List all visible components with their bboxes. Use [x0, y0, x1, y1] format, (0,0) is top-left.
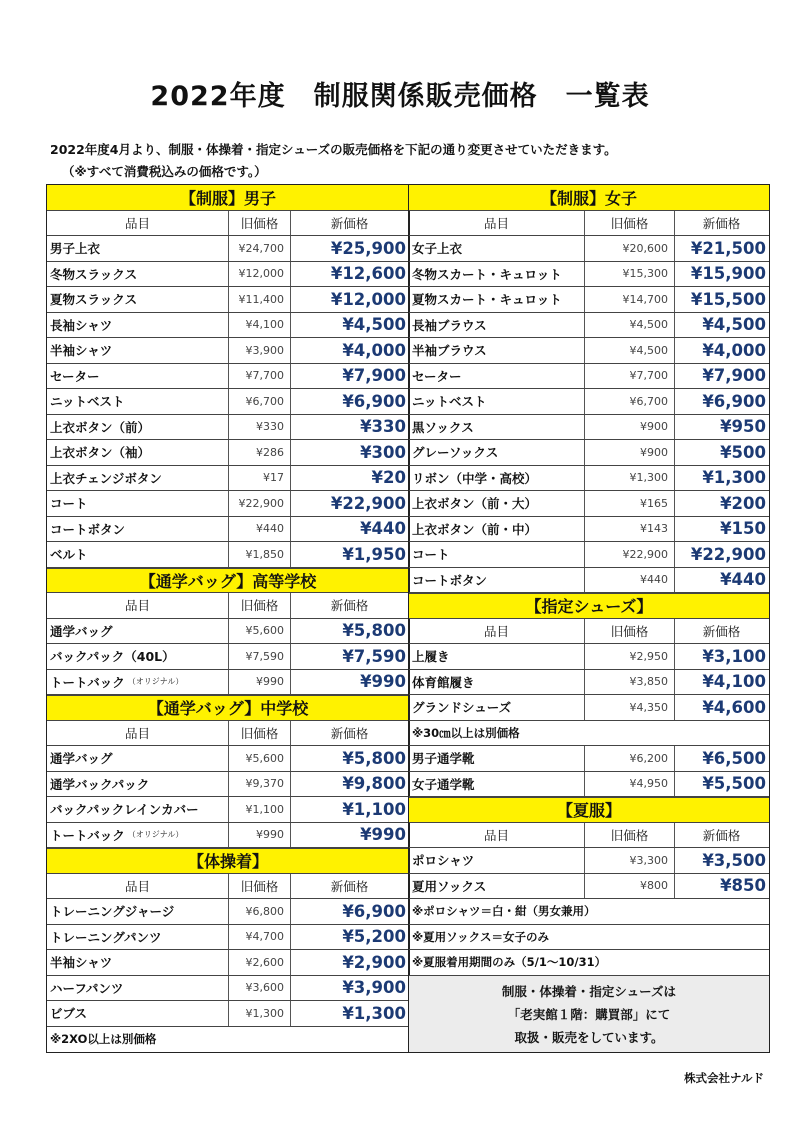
item-name: [47, 364, 229, 389]
item-name-text: 女子上衣: [412, 241, 463, 257]
item-name: [409, 695, 585, 720]
item-name: [47, 440, 229, 465]
table-header-row: [409, 211, 769, 237]
old-price: ¥9,370: [229, 772, 291, 797]
price-change-notice: 2022年度4月より、制服・体操着・指定シューズの販売価格を下記の通り変更させていただきます。: [50, 142, 617, 157]
item-name-text: 上衣ボタン（前・中）: [412, 521, 538, 537]
item-name: [409, 466, 585, 491]
old-price: ¥4,500: [585, 313, 675, 338]
new-price: ¥6,900: [702, 391, 766, 411]
old-price: ¥17: [229, 466, 291, 491]
item-name: [47, 1001, 229, 1026]
purchase-info-line: 取扱・販売をしています。: [514, 1029, 664, 1045]
item-tag: （オリジナル）: [127, 830, 184, 840]
table-row: [409, 542, 769, 568]
item-name: [409, 517, 585, 542]
section-title: 【指定シューズ】: [409, 593, 769, 619]
old-price: ¥4,350: [585, 695, 675, 720]
item-name-text: リボン（中学・高校）: [412, 470, 538, 486]
table-row: [409, 644, 769, 670]
table-row: [47, 644, 409, 670]
left-price-column: [46, 184, 410, 1053]
column-header-item: 品目: [409, 619, 585, 644]
table-row: [409, 491, 769, 517]
table-row: [47, 389, 409, 415]
purchase-info-box: [409, 976, 769, 1053]
old-price: ¥6,200: [585, 746, 675, 771]
table-row: [47, 950, 409, 976]
old-price: ¥24,700: [229, 236, 291, 261]
item-name: [47, 262, 229, 287]
old-price: ¥286: [229, 440, 291, 465]
tax-note: （※すべて消費税込みの価格です。）: [62, 164, 267, 179]
column-header-old-price: 旧価格: [229, 721, 291, 746]
new-price: ¥7,900: [342, 366, 406, 386]
new-price: ¥500: [720, 442, 766, 462]
item-name: [409, 542, 585, 567]
table-header-row: [47, 721, 409, 747]
item-name: [409, 415, 585, 440]
item-name: [409, 287, 585, 312]
column-header-old-price: 旧価格: [229, 211, 291, 236]
new-price: ¥850: [720, 876, 766, 896]
item-name-text: ニットベスト: [412, 394, 487, 410]
item-name-text: 夏物スラックス: [50, 292, 138, 308]
item-name-text: 通学バッグ: [50, 623, 113, 639]
item-name: [47, 491, 229, 516]
column-header-new-price: 新価格: [330, 215, 369, 231]
table-row: [47, 338, 409, 364]
item-name-text: コートボタン: [412, 572, 488, 588]
table-row: [409, 670, 769, 696]
new-price: ¥5,800: [342, 621, 406, 641]
old-price: ¥900: [585, 415, 675, 440]
section-title: 【制服】女子: [409, 185, 769, 211]
item-name: [47, 746, 229, 771]
table-row: [409, 262, 769, 288]
old-price: ¥3,850: [585, 670, 675, 695]
item-name-text: 上衣チェンジボタン: [50, 470, 162, 486]
item-name: [47, 542, 229, 567]
new-price: ¥2,900: [342, 952, 406, 972]
old-price: ¥990: [229, 670, 291, 695]
table-row: [47, 976, 409, 1002]
item-name: [47, 619, 229, 644]
item-name-text: トートバック: [50, 827, 125, 843]
item-name: [409, 262, 585, 287]
table-row: [409, 364, 769, 390]
column-header-old-price: 旧価格: [585, 619, 675, 644]
item-name-text: コートボタン: [50, 521, 126, 537]
section-title: 【通学バッグ】中学校: [47, 695, 409, 721]
item-name-text: 夏用ソックス: [412, 878, 487, 894]
right-price-column: [408, 184, 770, 1053]
table-row: [409, 466, 769, 492]
old-price: ¥5,600: [229, 746, 291, 771]
new-price: ¥22,900: [330, 493, 406, 513]
new-price: ¥20: [371, 468, 406, 488]
new-price: ¥6,500: [702, 748, 766, 768]
column-header-new-price: 新価格: [330, 598, 369, 614]
item-name: [409, 236, 585, 261]
item-name: [47, 389, 229, 414]
company-name: 株式会社ナルド: [684, 1071, 764, 1085]
column-header-old-price: 旧価格: [229, 593, 291, 618]
old-price: ¥1,100: [229, 797, 291, 822]
table-header-row: [47, 874, 409, 900]
table-row: [409, 236, 769, 262]
column-header-item: 品目: [47, 874, 229, 899]
table-row: [47, 364, 409, 390]
item-name-text: 体育館履き: [412, 674, 475, 690]
table-row: [47, 899, 409, 925]
new-price: ¥12,600: [330, 264, 406, 284]
column-header-item: 品目: [409, 823, 585, 848]
new-price: ¥9,800: [342, 774, 406, 794]
item-name: [409, 644, 585, 669]
section-note: ※30㎝以上は別価格: [409, 721, 769, 747]
table-row: [47, 415, 409, 441]
item-name: [47, 772, 229, 797]
item-name: [47, 338, 229, 363]
item-name: [47, 415, 229, 440]
table-row: [47, 1001, 409, 1027]
item-name-text: ポロシャツ: [412, 853, 475, 869]
column-header-item: 品目: [47, 721, 229, 746]
old-price: ¥1,850: [229, 542, 291, 567]
new-price: ¥7,900: [702, 366, 766, 386]
table-row: [47, 772, 409, 798]
section-title: 【通学バッグ】高等学校: [47, 568, 409, 594]
new-price: ¥3,900: [342, 978, 406, 998]
item-name-text: 上衣ボタン（前・大）: [412, 496, 538, 512]
new-price: ¥150: [720, 519, 766, 539]
table-row: [409, 517, 769, 543]
item-name: [409, 440, 585, 465]
old-price: ¥165: [585, 491, 675, 516]
new-price: ¥12,000: [330, 289, 406, 309]
new-price: ¥1,300: [342, 1003, 406, 1023]
item-name-text: 冬物スカート・キュロット: [412, 266, 562, 282]
column-header-new-price: 新価格: [702, 827, 741, 843]
new-price: ¥5,500: [702, 774, 766, 794]
item-name: [47, 644, 229, 669]
old-price: ¥3,600: [229, 976, 291, 1001]
old-price: ¥330: [229, 415, 291, 440]
old-price: ¥7,700: [585, 364, 675, 389]
section-note: ※ポロシャツ＝白・紺（男女兼用）: [409, 899, 769, 925]
table-row: [47, 797, 409, 823]
item-name-text: バックパックレインカバー: [50, 802, 199, 818]
new-price: ¥990: [360, 672, 406, 692]
new-price: ¥5,200: [342, 927, 406, 947]
old-price: ¥22,900: [585, 542, 675, 567]
table-header-row: [47, 211, 409, 237]
new-price: ¥440: [360, 519, 406, 539]
item-name-text: 半袖ブラウス: [412, 343, 487, 359]
old-price: ¥440: [585, 568, 675, 593]
table-row: [409, 695, 769, 721]
new-price: ¥1,300: [702, 468, 766, 488]
item-name-text: トレーニングパンツ: [50, 929, 162, 945]
new-price: ¥990: [360, 825, 406, 845]
item-name-text: コート: [50, 496, 88, 512]
item-name: [47, 517, 229, 542]
table-row: [47, 313, 409, 339]
new-price: ¥200: [720, 493, 766, 513]
table-row: [409, 568, 769, 594]
table-row: [409, 313, 769, 339]
item-name: [409, 568, 585, 593]
old-price: ¥4,500: [585, 338, 675, 363]
section-note: ※夏服着用期間のみ（5/1～10/31）: [409, 950, 769, 976]
new-price: ¥300: [360, 442, 406, 462]
table-row: [409, 848, 769, 874]
table-header-row: [47, 593, 409, 619]
old-price: ¥6,800: [229, 899, 291, 924]
table-row: [47, 466, 409, 492]
item-name: [409, 772, 585, 797]
item-name: [47, 236, 229, 261]
new-price: ¥330: [360, 417, 406, 437]
item-name: [409, 338, 585, 363]
old-price: ¥440: [229, 517, 291, 542]
old-price: ¥20,600: [585, 236, 675, 261]
old-price: ¥1,300: [585, 466, 675, 491]
item-name-text: 冬物スラックス: [50, 266, 138, 282]
item-name-text: 上履き: [412, 649, 450, 665]
table-row: [409, 746, 769, 772]
column-header-old-price: 旧価格: [585, 823, 675, 848]
section-title: 【夏服】: [409, 797, 769, 823]
column-header-item: 品目: [47, 593, 229, 618]
item-name: [47, 313, 229, 338]
old-price: ¥2,950: [585, 644, 675, 669]
new-price: ¥4,000: [342, 340, 406, 360]
item-name-text: 黒ソックス: [412, 419, 474, 435]
item-name: [47, 797, 229, 822]
new-price: ¥15,500: [690, 289, 766, 309]
item-name-text: 女子通学靴: [412, 776, 475, 792]
item-name-text: トレーニングジャージ: [50, 904, 175, 920]
new-price: ¥21,500: [690, 238, 766, 258]
old-price: ¥5,600: [229, 619, 291, 644]
new-price: ¥3,500: [702, 850, 766, 870]
new-price: ¥4,100: [702, 672, 766, 692]
table-row: [47, 746, 409, 772]
item-name: [47, 976, 229, 1001]
new-price: ¥1,100: [342, 799, 406, 819]
column-header-old-price: 旧価格: [229, 874, 291, 899]
old-price: ¥22,900: [229, 491, 291, 516]
item-name-text: 半袖シャツ: [50, 955, 113, 971]
new-price: ¥7,590: [342, 646, 406, 666]
new-price: ¥6,900: [342, 391, 406, 411]
item-name-text: セーター: [50, 368, 100, 384]
section-note: ※夏用ソックス＝女子のみ: [409, 925, 769, 951]
item-name-text: セーター: [412, 368, 462, 384]
item-name-text: ベルト: [50, 547, 88, 563]
item-name: [409, 848, 585, 873]
item-name-text: 男子通学靴: [412, 751, 475, 767]
new-price: ¥6,900: [342, 901, 406, 921]
table-row: [409, 287, 769, 313]
item-name: [47, 823, 229, 848]
table-row: [47, 262, 409, 288]
item-name-text: 長袖ブラウス: [412, 317, 487, 333]
item-name: [47, 287, 229, 312]
item-name-text: トートバック: [50, 674, 125, 690]
table-header-row: [409, 619, 769, 645]
column-header-new-price: 新価格: [330, 725, 369, 741]
old-price: ¥4,100: [229, 313, 291, 338]
old-price: ¥6,700: [585, 389, 675, 414]
item-name: [409, 313, 585, 338]
item-name-text: ビブス: [50, 1006, 88, 1022]
old-price: ¥900: [585, 440, 675, 465]
column-header-new-price: 新価格: [330, 878, 369, 894]
item-name: [409, 491, 585, 516]
item-name-text: 男子上衣: [50, 241, 101, 257]
item-name-text: グレーソックス: [412, 445, 499, 461]
old-price: ¥3,900: [229, 338, 291, 363]
old-price: ¥990: [229, 823, 291, 848]
table-row: [47, 440, 409, 466]
item-name-text: バックパック（40L）: [50, 649, 175, 665]
old-price: ¥1,300: [229, 1001, 291, 1026]
table-row: [409, 772, 769, 798]
new-price: ¥4,000: [702, 340, 766, 360]
item-name: [47, 899, 229, 924]
new-price: ¥1,950: [342, 544, 406, 564]
table-row: [47, 542, 409, 568]
table-row: [409, 440, 769, 466]
item-name: [47, 466, 229, 491]
item-name-text: 長袖シャツ: [50, 317, 113, 333]
purchase-info-line: 制服・体操着・指定シューズは: [501, 983, 677, 999]
column-header-new-price: 新価格: [702, 623, 741, 639]
table-row: [47, 236, 409, 262]
new-price: ¥15,900: [690, 264, 766, 284]
column-header-item: 品目: [409, 211, 585, 236]
item-name: [47, 670, 229, 695]
old-price: ¥14,700: [585, 287, 675, 312]
old-price: ¥4,700: [229, 925, 291, 950]
table-row: [47, 517, 409, 543]
old-price: ¥7,700: [229, 364, 291, 389]
item-name-text: 夏物スカート・キュロット: [412, 292, 562, 308]
item-name-text: ニットベスト: [50, 394, 125, 410]
section-title: 【体操着】: [47, 848, 409, 874]
new-price: ¥3,100: [702, 646, 766, 666]
new-price: ¥5,800: [342, 748, 406, 768]
new-price: ¥25,900: [330, 238, 406, 258]
section-title: 【制服】男子: [47, 185, 409, 211]
table-row: [47, 619, 409, 645]
item-name-text: 上衣ボタン（前）: [50, 419, 151, 435]
table-row: [409, 338, 769, 364]
table-header-row: [409, 823, 769, 849]
old-price: ¥6,700: [229, 389, 291, 414]
item-name: [409, 364, 585, 389]
table-row: [47, 287, 409, 313]
table-row: [47, 925, 409, 951]
item-name: [47, 925, 229, 950]
old-price: ¥800: [585, 874, 675, 899]
item-name-text: ハーフパンツ: [50, 980, 124, 996]
old-price: ¥3,300: [585, 848, 675, 873]
old-price: ¥7,590: [229, 644, 291, 669]
new-price: ¥950: [720, 417, 766, 437]
old-price: ¥11,400: [229, 287, 291, 312]
new-price: ¥4,600: [702, 697, 766, 717]
old-price: ¥4,950: [585, 772, 675, 797]
old-price: ¥2,600: [229, 950, 291, 975]
item-name: [47, 950, 229, 975]
column-header-new-price: 新価格: [702, 215, 741, 231]
column-header-item: 品目: [47, 211, 229, 236]
old-price: ¥12,000: [229, 262, 291, 287]
section-note: ※2XO以上は別価格: [50, 1032, 157, 1047]
item-tag: （オリジナル）: [127, 677, 184, 687]
item-name-text: 上衣ボタン（袖）: [50, 445, 151, 461]
item-name-text: コート: [412, 547, 450, 563]
item-name: [409, 874, 585, 899]
table-row: [409, 389, 769, 415]
old-price: ¥15,300: [585, 262, 675, 287]
table-row: [409, 415, 769, 441]
new-price: ¥440: [720, 570, 766, 590]
item-name-text: グランドシューズ: [412, 700, 512, 716]
item-name: [409, 389, 585, 414]
table-row: [47, 823, 409, 849]
page-title: 2022年度 制服関係販売価格 一覧表: [150, 81, 650, 112]
item-name: [409, 670, 585, 695]
table-row: [47, 670, 409, 696]
old-price: ¥143: [585, 517, 675, 542]
item-name-text: 通学バッグ: [50, 751, 113, 767]
item-name-text: 半袖シャツ: [50, 343, 113, 359]
item-name: [409, 746, 585, 771]
new-price: ¥4,500: [702, 315, 766, 335]
purchase-info-line: 「老実館１階：購買部」にて: [507, 1006, 671, 1022]
column-header-old-price: 旧価格: [585, 211, 675, 236]
new-price: ¥4,500: [342, 315, 406, 335]
item-name-text: 通学バックパック: [50, 776, 150, 792]
table-row: [409, 874, 769, 900]
new-price: ¥22,900: [690, 544, 766, 564]
table-row: [47, 491, 409, 517]
